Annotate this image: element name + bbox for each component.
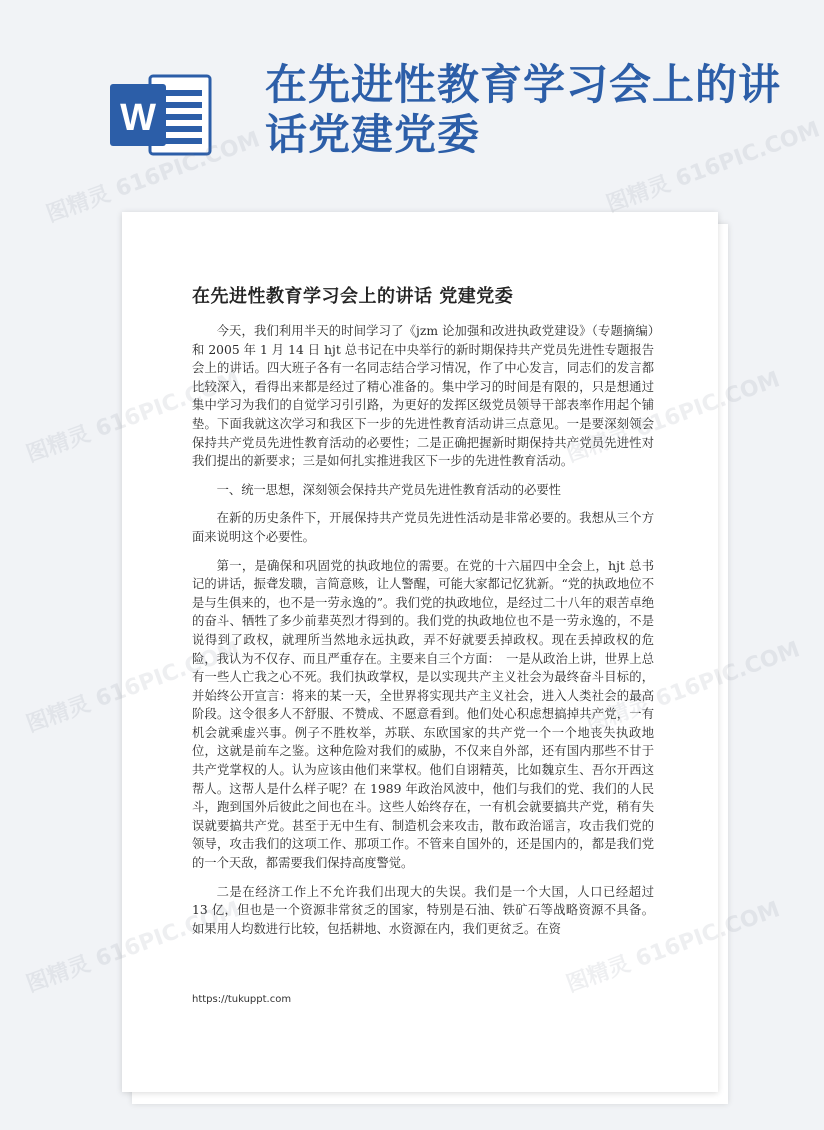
banner-title: 在先进性教育学习会上的讲话党建党委 <box>265 60 782 159</box>
paragraph: 二是在经济工作上不允许我们出现大的失误。我们是一个大国，人口已经超过 13 亿，但也是一个资源非常贫乏的国家，特别是石油、铁矿石等战略资源不具备。如果用人均数进行比较，包括耕地、水资源在内，我们更贫乏。在资 <box>192 884 654 936</box>
watermark: 图精灵 <box>23 691 94 738</box>
paragraph-intro: 今天，我们利用半天的时间学习了《jzm 论加强和改进执政党建设》（专题摘编）和 2005 年 1 月 14 日 hjt 总书记在中央举行的新时期保持共产党员先进性专题报告会上的讲话。四大班子各有一名同志结合学习情况，作了中心发言，同志们的发言都比较深入，看得出来都是经过了精心准备的。集中学习的时间是有限的，只是想通过集中学习为我们的自觉学习引引路，为更好的发挥区级党员领导干部表率作用起个铺垫。下面我就这次学习和我区下一步的先进性教育活动讲三点意见。一是要深刻领会保持共产党员先进性教育活动的必要性；二是正确把握新时期保持共产党员先进性对我们提出的新要求；三是如何扎实推进我区下一步的先进性教育活动。 <box>192 324 654 469</box>
document-body <box>192 322 654 948</box>
section-heading: 一、统一思想，深刻领会保持共产党员先进性教育活动的必要性 <box>216 482 561 497</box>
banner <box>0 0 800 210</box>
paragraph: 第一，是确保和巩固党的执政地位的需要。在党的十六届四中全会上，hjt 总书记的讲话，振聋发聩，言简意赅，让人警醒，可能大家都记忆犹新。“党的执政地位不是与生俱来的，也不是一劳永逸的”。我们党的执政地位，是经过二十八年的艰苦卓绝的奋斗、牺牲了多少前辈英烈才得到的。我们党的执政地位也不是一劳永逸的，不是说得到了政权，就理所当然地永远执政，弄不好就要丢掉政权。现在丢掉政权的危险，我认为不仅存、而且严重存在。主要来自三个方面： 一是从政治上讲，世界上总有一些人亡我之心不死。我们执政掌权，是以实现共产主义社会为最终奋斗目标的，并始终公开宣言：将来的某一天，全世界将实现共产主义社会，进入人类社会的最高阶段。这令很多人不舒服、不赞成、不愿意看到。他们处心积虑想搞掉共产党，一有机会就乘虚兴事。例子不胜枚举，苏联、东欧国家的共产党一个一个地丧失执政地位，这就是前车之鉴。这种危险对我们的威胁，不仅来自外部，还有国内那些不甘于共产党掌权的人。认为应该由他们来掌权。他们自诩精英，比如魏京生、吾尔开西这帮人。这帮人是什么样子呢？在 1989 年政治风波中，他们与我们的党、我们的人民斗，跑到国外后彼此之间也在斗。这些人始终存在，一有机会就要搞共产党，稍有失误就要搞共产党。甚至于无中生有、制造机会来攻击，散布政治谣言，攻击我们党的领导，攻击我们的这项工作、那项工作。不管来自国外的，还是国内的，都是我们党的一个天敌，都需要我们保持高度警觉。 <box>192 558 654 871</box>
document-page <box>122 212 718 1092</box>
paragraph: 在新的历史条件下，开展保持共产党员先进性活动是非常必要的。我想从三个方面来说明这个必要性。 <box>192 511 654 544</box>
word-icon-letter: W <box>120 97 156 139</box>
document-title: 在先进性教育学习会上的讲话 党建党委 <box>192 286 514 307</box>
watermark: 图精灵 <box>23 421 94 468</box>
footer-url: https://tukuppt.com <box>192 994 292 1005</box>
watermark: 图精灵 <box>23 951 94 998</box>
word-document-icon <box>108 70 216 160</box>
